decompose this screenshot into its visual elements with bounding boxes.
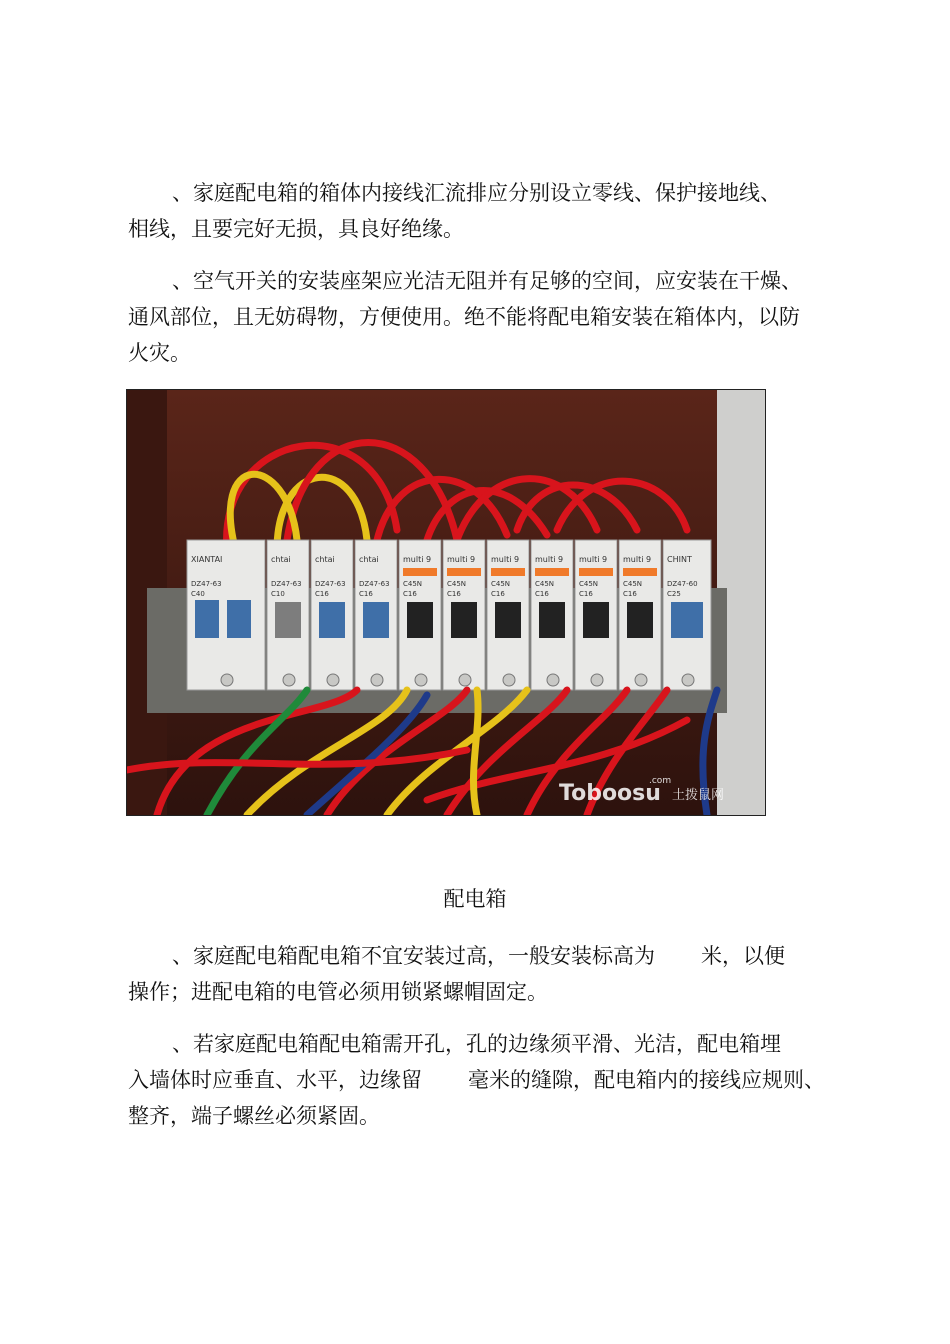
breaker-brand: CHINT — [667, 555, 692, 564]
terminal-screw — [591, 674, 603, 686]
breaker-rating: C16 — [403, 590, 417, 598]
breaker-rating: C16 — [491, 590, 505, 598]
breaker-label-band — [623, 568, 657, 576]
terminal-screw — [221, 674, 233, 686]
breaker-rating: C10 — [271, 590, 285, 598]
breaker-handle — [275, 602, 301, 638]
breaker-label-band — [403, 568, 437, 576]
breaker-brand: chtai — [315, 555, 335, 564]
distribution-box-illustration — [127, 390, 765, 815]
breaker-brand: multi 9 — [535, 555, 564, 564]
breaker — [443, 540, 485, 690]
breaker-model: DZ47-63 — [359, 580, 390, 588]
breaker-label-band — [579, 568, 613, 576]
breaker-label-band — [535, 568, 569, 576]
breaker — [619, 540, 661, 690]
breaker-label-band — [447, 568, 481, 576]
breaker-brand: multi 9 — [447, 555, 476, 564]
breaker-brand: chtai — [359, 555, 379, 564]
breaker-handle — [583, 602, 609, 638]
breaker — [311, 540, 353, 690]
breaker-handle — [627, 602, 653, 638]
distribution-box-photo — [126, 389, 766, 816]
paragraph-3 — [128, 938, 828, 1010]
paragraph-line: 整齐，端子螺丝必须紧固。 — [128, 1104, 380, 1128]
breaker-handle — [671, 602, 703, 638]
figure-caption: 配电箱 — [443, 887, 507, 911]
breaker-model: DZ47-63 — [191, 580, 222, 588]
terminal-screw — [283, 674, 295, 686]
terminal-screw — [327, 674, 339, 686]
breaker-rating: C16 — [535, 590, 549, 598]
breaker-handle — [227, 600, 251, 638]
terminal-screw — [547, 674, 559, 686]
breaker-brand: chtai — [271, 555, 291, 564]
breaker-brand: multi 9 — [623, 555, 652, 564]
terminal-screw — [459, 674, 471, 686]
breaker-rating: C16 — [623, 590, 637, 598]
breaker — [399, 540, 441, 690]
watermark-com: .com — [649, 776, 672, 786]
breaker-model: DZ47-63 — [315, 580, 346, 588]
paragraph-line: 、空气开关的安装座架应光洁无阻并有足够的空间，应安装在干燥、 — [172, 269, 802, 293]
breaker-model: C45N — [623, 580, 643, 588]
breaker-handle — [319, 602, 345, 638]
terminal-screw — [635, 674, 647, 686]
breaker-model: DZ47-60 — [667, 580, 698, 588]
breaker-handle — [363, 602, 389, 638]
breaker-brand: multi 9 — [491, 555, 520, 564]
breaker — [663, 540, 711, 690]
breaker-model: C45N — [403, 580, 423, 588]
breaker-label-band — [491, 568, 525, 576]
breaker-model: C45N — [535, 580, 555, 588]
breaker-rating: C16 — [315, 590, 329, 598]
paragraph-text: 毫米的缝隙，配电箱内的接线应规则、 — [468, 1068, 825, 1092]
breaker-model: C45N — [447, 580, 467, 588]
terminal-screw — [503, 674, 515, 686]
breaker-model: C45N — [579, 580, 599, 588]
paragraph-line: 、家庭配电箱的箱体内接线汇流排应分别设立零线、保护接地线、 — [172, 181, 781, 205]
breaker — [355, 540, 397, 690]
breaker-model: DZ47-63 — [271, 580, 302, 588]
breaker-handle — [407, 602, 433, 638]
breaker-handle — [451, 602, 477, 638]
paragraph-1 — [128, 175, 828, 247]
breaker-brand: multi 9 — [579, 555, 608, 564]
paragraph-line: 火灾。 — [128, 341, 191, 365]
paragraph-4 — [128, 1026, 828, 1134]
breaker-brand: multi 9 — [403, 555, 432, 564]
paragraph-2 — [128, 263, 828, 371]
paragraph-line: 、若家庭配电箱配电箱需开孔，孔的边缘须平滑、光洁，配电箱埋 — [172, 1032, 781, 1056]
breaker-rating: C16 — [359, 590, 373, 598]
paragraph-line: 操作；进配电箱的电管必须用锁紧螺帽固定。 — [128, 980, 548, 1004]
terminal-screw — [682, 674, 694, 686]
breaker — [487, 540, 529, 690]
breaker — [531, 540, 573, 690]
breaker — [575, 540, 617, 690]
paragraph-text: 米，以便 — [701, 944, 785, 968]
breaker-handle — [195, 600, 219, 638]
breaker-rating: C40 — [191, 590, 205, 598]
watermark-cn: 土拨鼠网 — [672, 788, 725, 803]
breaker-handle — [539, 602, 565, 638]
paragraph-text: 入墙体时应垂直、水平，边缘留 — [128, 1068, 422, 1092]
terminal-screw — [371, 674, 383, 686]
paragraph-line: 通风部位，且无妨碍物，方便使用。绝不能将配电箱安装在箱体内，以防 — [128, 305, 800, 329]
paragraph-line: 相线，且要完好无损，具良好绝缘。 — [128, 217, 464, 241]
breaker-rating: C16 — [447, 590, 461, 598]
breaker — [267, 540, 309, 690]
watermark-latin: Toboosu — [559, 781, 661, 806]
breaker-model: C45N — [491, 580, 511, 588]
breaker-rating: C25 — [667, 590, 681, 598]
breaker-rating: C16 — [579, 590, 593, 598]
breaker-handle — [495, 602, 521, 638]
breaker — [187, 540, 265, 690]
breaker-brand: XIANTAI — [191, 555, 223, 564]
paragraph-text: 、家庭配电箱配电箱不宜安装过高，一般安装标高为 — [172, 944, 655, 968]
terminal-screw — [415, 674, 427, 686]
